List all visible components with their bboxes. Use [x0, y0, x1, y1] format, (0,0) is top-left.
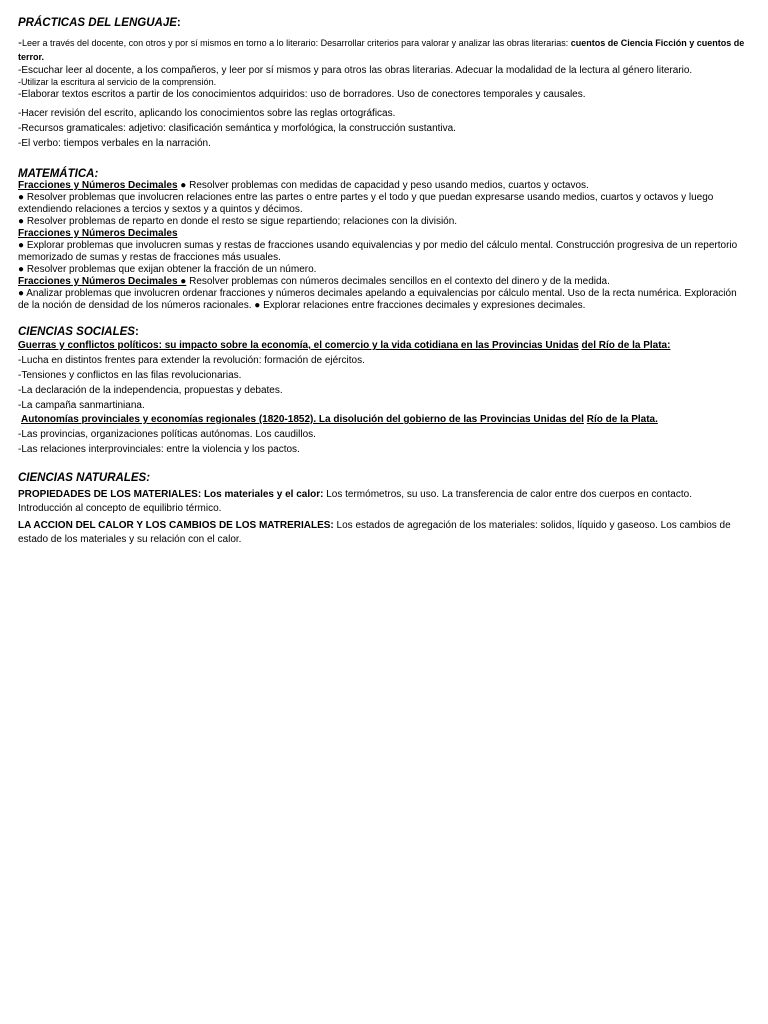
list-item: -Tensiones y conflictos en las filas revolucionarias.	[18, 370, 242, 381]
section-title: CIENCIAS NATURALES:	[18, 472, 151, 484]
paragraph-text: Leer a través del docente, con otros y por sí mismos en torno a lo literario: Desarrollar criterios para valorar y analizar las obras literarias:	[22, 38, 571, 48]
paragraph-bold: PROPIEDADES DE LOS MATERIALES: Los materiales y el calor:	[18, 489, 324, 500]
subheading-part: Autonomías provinciales y economías regionales (1820-1852). La disolución del gobierno de las Provincias Unidas del	[21, 414, 584, 425]
list-item: -La declaración de la independencia, propuestas y debates.	[18, 385, 283, 396]
paragraph-bold: LA ACCION DEL CALOR Y LOS CAMBIOS DE LOS MATRERIALES:	[18, 520, 334, 531]
paragraph-text: Los termómetros, su uso. La transferencia de calor entre dos cuerpos en contacto. Introducción al concepto de equilibrio térmico.	[18, 489, 692, 514]
title-colon: :	[176, 17, 181, 29]
subheading: Fracciones y Números Decimales	[18, 180, 178, 191]
subheading-part: Guerras y conflictos políticos: su impacto sobre la economía, el comercio y la vida cotidiana en las Provincias Unidas	[18, 340, 579, 351]
paragraph: -Utilizar la escritura al servicio de la comprensión.	[18, 77, 217, 87]
paragraph-text: ● Resolver problemas con medidas de capacidad y peso usando medios, cuartos y octavos.	[177, 180, 589, 191]
paragraph	[18, 488, 746, 516]
title-colon: :	[134, 326, 139, 338]
subheading: Fracciones y Números Decimales ●	[18, 276, 187, 287]
paragraph-bold: cuentos de Ciencia Ficción y cuentos de terror.	[18, 38, 745, 62]
subheading	[18, 340, 746, 352]
paragraph: ● Resolver problemas que involucren relaciones entre las partes o entre partes y el todo y que puedan expresarse usando medios, cuartos y octavos y luego extendiendo relaciones a tercios y sextos y a quintos y décimos.	[18, 192, 714, 215]
paragraph	[18, 519, 746, 547]
paragraph: -Recursos gramaticales: adjetivo: clasificación semántica y morfológica, la construcción sustantiva.	[18, 123, 456, 134]
section-sociales	[18, 326, 746, 456]
paragraph: ● Analizar problemas que involucren ordenar fracciones y números decimales apelando a equivalencias por cálculo mental. Uso de la recta numérica. Exploración de la noción de densidad de los números racionales. ● Explorar relaciones entre fracciones decimales y expresiones decimales.	[18, 288, 737, 311]
section-title	[18, 17, 746, 29]
list-item: -Las relaciones interprovinciales: entre la violencia y los pactos.	[18, 444, 300, 455]
subheading-part: del Río de la Plata:	[581, 340, 671, 351]
title-text: CIENCIAS SOCIALES	[18, 326, 135, 338]
paragraph: -Elaborar textos escritos a partir de los conocimientos adquiridos: uso de borradores. Uso de conectores temporales y causales.	[18, 89, 586, 100]
paragraph: ● Resolver problemas de reparto en donde el resto se sigue repartiendo; relaciones con la división.	[18, 216, 458, 227]
paragraph: ● Resolver problemas que exijan obtener la fracción de un número.	[18, 264, 317, 275]
section-matematica	[18, 168, 746, 312]
paragraph: -Escuchar leer al docente, a los compañeros, y leer por sí mismos y para otros las obras literarias. Adecuar la modalidad de la lectura al género literario.	[18, 65, 693, 76]
subheading	[18, 414, 746, 426]
section-practicas	[18, 17, 746, 150]
title-text: PRÁCTICAS DEL LENGUAJE	[18, 17, 177, 29]
list-item: -Lucha en distintos frentes para extender la revolución: formación de ejércitos.	[18, 355, 365, 366]
paragraph	[18, 35, 746, 64]
section-title: MATEMÁTICA:	[18, 168, 99, 180]
section-title	[18, 326, 746, 338]
paragraph: -El verbo: tiempos verbales en la narración.	[18, 138, 211, 149]
subheading: Fracciones y Números Decimales	[18, 228, 178, 239]
paragraph-text: Resolver problemas con números decimales sencillos en el contexto del dinero y de la medida.	[186, 276, 610, 287]
section-naturales	[18, 472, 746, 547]
paragraph: -Hacer revisión del escrito, aplicando los conocimientos sobre las reglas ortográficas.	[18, 108, 396, 119]
list-item: -La campaña sanmartiniana.	[18, 400, 145, 411]
dash: -	[18, 35, 22, 49]
subheading-part: Río de la Plata.	[586, 414, 658, 425]
paragraph: ● Explorar problemas que involucren sumas y restas de fracciones usando equivalencias y por medio del cálculo mental. Construcción progresiva de un repertorio memorizado de sumas y restas de fracciones más usuales.	[18, 240, 738, 263]
paragraph	[18, 276, 746, 288]
paragraph-text: Los estados de agregación de los materiales: solidos, líquido y gaseoso. Los cambios de estado de los materiales y su relación con el calor.	[18, 520, 731, 545]
list-item: -Las provincias, organizaciones políticas autónomas. Los caudillos.	[18, 429, 316, 440]
paragraph	[18, 180, 746, 192]
